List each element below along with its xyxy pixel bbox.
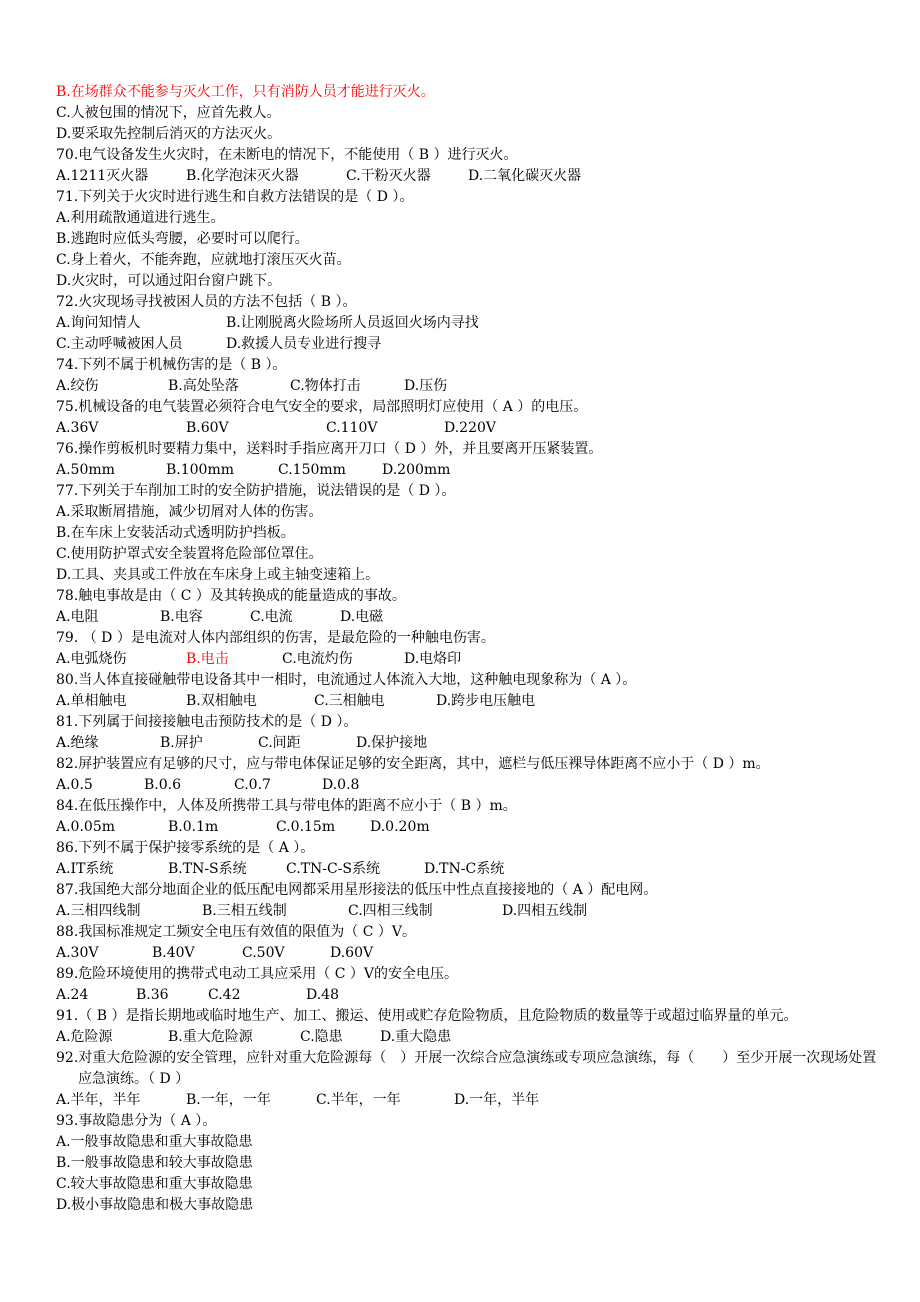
option-text: C.110V bbox=[326, 420, 378, 436]
option-text: D.48 bbox=[306, 987, 339, 1003]
option-text: A.单相触电 bbox=[56, 693, 127, 709]
option-text: B.电容 bbox=[160, 609, 203, 625]
option-row bbox=[56, 943, 886, 964]
text-line: A.一般事故隐患和重大事故隐患 bbox=[56, 1134, 253, 1150]
option-text: D.救援人员专业进行搜寻 bbox=[226, 336, 382, 352]
text-line: C.人被包围的情况下，应首先救人。 bbox=[56, 105, 281, 121]
option-text: C.42 bbox=[208, 987, 241, 1003]
option-row bbox=[56, 691, 886, 712]
option-text: C.三相触电 bbox=[314, 693, 385, 709]
option-text: B.电击 bbox=[186, 651, 229, 667]
option-text: D.200mm bbox=[382, 462, 451, 478]
text-line: B.在车床上安装活动式透明防护挡板。 bbox=[56, 525, 295, 541]
option-text: B.100mm bbox=[166, 462, 235, 478]
option-row bbox=[56, 607, 886, 628]
option-row bbox=[56, 334, 886, 355]
text-line: 88.我国标准规定工频安全电压有效值的限值为（ C ）V。 bbox=[56, 924, 416, 940]
option-text: A.1211灭火器 bbox=[56, 168, 149, 184]
option-text: B.高处坠落 bbox=[168, 378, 239, 394]
option-text: B.60V bbox=[186, 420, 229, 436]
option-text: B.三相五线制 bbox=[202, 903, 287, 919]
option-text: C.半年，一年 bbox=[316, 1092, 401, 1108]
text-line: 74.下列不属于机械伤害的是（ B ）。 bbox=[56, 357, 287, 373]
text-line: B.逃跑时应低头弯腰，必要时可以爬行。 bbox=[56, 231, 309, 247]
option-text: A.危险源 bbox=[56, 1029, 113, 1045]
text-line: A.利用疏散通道进行逃生。 bbox=[56, 210, 225, 226]
option-row bbox=[56, 460, 886, 481]
option-text: C.电流灼伤 bbox=[282, 651, 353, 667]
option-text: C.隐患 bbox=[300, 1029, 343, 1045]
option-text: D.四相五线制 bbox=[502, 903, 588, 919]
option-text: C.间距 bbox=[258, 735, 301, 751]
option-text: A.24 bbox=[56, 987, 89, 1003]
option-text: C.干粉灭火器 bbox=[346, 168, 431, 184]
option-text: D.0.20m bbox=[370, 819, 430, 835]
text-line: 75.机械设备的电气装置必须符合电气安全的要求，局部照明灯应使用（ A ）的电压。 bbox=[56, 399, 588, 415]
option-text: B.40V bbox=[152, 945, 195, 961]
option-row bbox=[56, 775, 886, 796]
option-text: B.化学泡沫灭火器 bbox=[186, 168, 299, 184]
text-line: 89.危险环境使用的携带式电动工具应采用（ C ）V的安全电压。 bbox=[56, 966, 458, 982]
option-text: B.0.1m bbox=[168, 819, 219, 835]
text-line: 70.电气设备发生火灾时，在未断电的情况下，不能使用（ B ）进行灭火。 bbox=[56, 147, 518, 163]
option-text: D.重大隐患 bbox=[380, 1029, 452, 1045]
option-text: D.一年，半年 bbox=[454, 1092, 540, 1108]
text-line: B.一般事故隐患和较大事故隐患 bbox=[56, 1155, 253, 1171]
option-row bbox=[56, 817, 886, 838]
option-text: C.50V bbox=[242, 945, 285, 961]
option-row bbox=[56, 418, 886, 439]
text-line: D.极小事故隐患和极大事故隐患 bbox=[56, 1197, 254, 1213]
option-text: C.物体打击 bbox=[290, 378, 361, 394]
text-line: 77.下列关于车削加工时的安全防护措施，说法错误的是（ D ）。 bbox=[56, 483, 456, 499]
option-row bbox=[56, 166, 886, 187]
option-text: B.0.6 bbox=[144, 777, 182, 793]
option-text: D.二氧化碳灭火器 bbox=[468, 168, 582, 184]
option-text: C.150mm bbox=[278, 462, 346, 478]
option-text: D.压伤 bbox=[404, 378, 448, 394]
option-text: A.36V bbox=[56, 420, 99, 436]
option-text: B.重大危险源 bbox=[168, 1029, 253, 1045]
option-row bbox=[56, 313, 886, 334]
option-text: C.0.7 bbox=[234, 777, 271, 793]
text-line: D.火灾时，可以通过阳台窗户跳下。 bbox=[56, 273, 282, 289]
option-row bbox=[56, 859, 886, 880]
option-text: A.电弧烧伤 bbox=[56, 651, 127, 667]
option-row bbox=[56, 376, 886, 397]
option-row bbox=[56, 649, 886, 670]
option-text: C.电流 bbox=[250, 609, 293, 625]
option-text: D.保护接地 bbox=[356, 735, 428, 751]
option-row bbox=[56, 901, 886, 922]
option-text: D.TN-C系统 bbox=[424, 861, 505, 877]
text-line: C.使用防护罩式安全装置将危险部位罩住。 bbox=[56, 546, 323, 562]
document-page bbox=[56, 82, 886, 1216]
text-line: 81.下列属于间接接触电击预防技术的是（ D ）。 bbox=[56, 714, 358, 730]
option-text: A.IT系统 bbox=[56, 861, 114, 877]
text-line: 76.操作剪板机时要精力集中，送料时手指应离开刀口（ D ）外，并且要离开压紧装置。 bbox=[56, 441, 603, 457]
option-text: A.0.05m bbox=[56, 819, 116, 835]
option-text: B.双相触电 bbox=[186, 693, 257, 709]
option-text: A.电阻 bbox=[56, 609, 99, 625]
text-line: 93.事故隐患分为（ A ）。 bbox=[56, 1113, 217, 1129]
question-text-wrapped: 92.对重大危险源的安全管理，应针对重大危险源每（ ）开展一次综合应急演练或专项应急演练，每（ ）至少开展一次现场处置应急演练。（ D ） bbox=[56, 1050, 877, 1087]
option-text: C.0.15m bbox=[276, 819, 336, 835]
option-text: D.60V bbox=[330, 945, 374, 961]
text-line: 80.当人体直接碰触带电设备其中一相时，电流通过人体流入大地，这种触电现象称为（ A ）。 bbox=[56, 672, 637, 688]
option-text: C.主动呼喊被困人员 bbox=[56, 336, 183, 352]
text-line: B.在场群众不能参与灭火工作，只有消防人员才能进行灭火。 bbox=[56, 84, 435, 100]
option-text: A.绝缘 bbox=[56, 735, 99, 751]
option-text: A.询问知情人 bbox=[56, 315, 141, 331]
text-line: D.工具、夹具或工件放在车床身上或主轴变速箱上。 bbox=[56, 567, 380, 583]
option-text: C.TN-C-S系统 bbox=[286, 861, 381, 877]
option-text: C.四相三线制 bbox=[348, 903, 433, 919]
option-text: A.50mm bbox=[56, 462, 115, 478]
option-text: D.电烙印 bbox=[404, 651, 462, 667]
option-text: A.半年，半年 bbox=[56, 1092, 141, 1108]
option-row bbox=[56, 733, 886, 754]
option-text: B.TN-S系统 bbox=[168, 861, 247, 877]
text-line: 71.下列关于火灾时进行逃生和自救方法错误的是（ D ）。 bbox=[56, 189, 414, 205]
question-text-wrapped: 91.（ B ）是指长期地或临时地生产、加工、搬运、使用或贮存危险物质，且危险物质的数量等于或超过临界量的单元。 bbox=[56, 1008, 798, 1024]
option-text: A.30V bbox=[56, 945, 99, 961]
text-line: D.要采取先控制后消灭的方法灭火。 bbox=[56, 126, 282, 142]
option-text: B.让刚脱离火险场所人员返回火场内寻找 bbox=[226, 315, 479, 331]
option-text: A.三相四线制 bbox=[56, 903, 141, 919]
text-line: 72.火灾现场寻找被困人员的方法不包括（ B ）。 bbox=[56, 294, 357, 310]
text-line: 87.我国绝大部分地面企业的低压配电网都采用星形接法的低压中性点直接接地的（ A ）配电网。 bbox=[56, 882, 658, 898]
text-line: A.采取断屑措施，减少切屑对人体的伤害。 bbox=[56, 504, 323, 520]
option-row bbox=[56, 985, 886, 1006]
text-line: C.身上着火，不能奔跑，应就地打滚压灭火苗。 bbox=[56, 252, 351, 268]
text-line: 82.屏护装置应有足够的尺寸，应与带电体保证足够的安全距离，其中，遮栏与低压裸导体距离不应小于（ D ）m。 bbox=[56, 756, 770, 772]
option-text: D.电磁 bbox=[340, 609, 384, 625]
text-line: C.较大事故隐患和重大事故隐患 bbox=[56, 1176, 253, 1192]
option-text: D.220V bbox=[444, 420, 497, 436]
option-text: B.一年，一年 bbox=[186, 1092, 271, 1108]
option-text: B.屏护 bbox=[160, 735, 203, 751]
text-line: 86.下列不属于保护接零系统的是（ A ）。 bbox=[56, 840, 315, 856]
option-text: D.跨步电压触电 bbox=[436, 693, 536, 709]
option-text: A.0.5 bbox=[56, 777, 93, 793]
option-row bbox=[56, 1027, 886, 1048]
option-row bbox=[56, 1090, 886, 1111]
text-line: 78.触电事故是由（ C ）及其转换成的能量造成的事故。 bbox=[56, 588, 406, 604]
text-line: 84.在低压操作中，人体及所携带工具与带电体的距离不应小于（ B ）m。 bbox=[56, 798, 517, 814]
option-text: B.36 bbox=[136, 987, 169, 1003]
option-text: D.0.8 bbox=[322, 777, 360, 793]
option-text: A.绞伤 bbox=[56, 378, 99, 394]
text-line: 79. （ D ）是电流对人体内部组织的伤害，是最危险的一种触电伤害。 bbox=[56, 630, 495, 646]
